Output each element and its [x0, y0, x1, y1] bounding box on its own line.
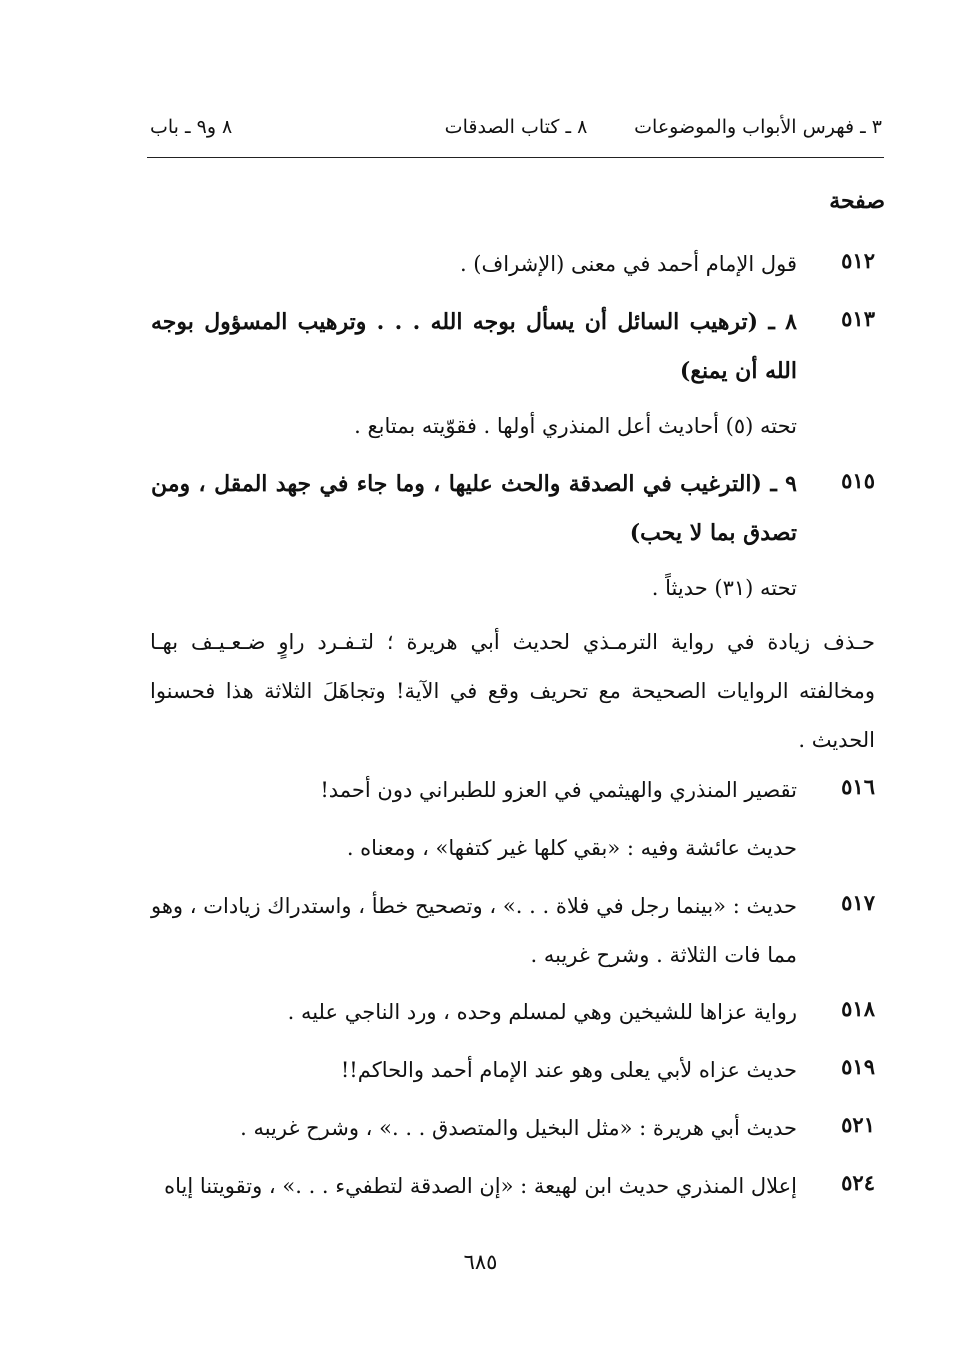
entry-page-number: ٥١٦ — [841, 774, 875, 799]
entry-text: تقصير المنذري والهيثمي في العزو للطبراني دون أحمد! — [320, 778, 797, 802]
index-entry — [151, 460, 875, 558]
entry-text: حديث عزاه لأبي يعلى وهو عند الإمام أحمد والحاكم!! — [340, 1058, 797, 1082]
entry-page-number: ٥١٢ — [841, 248, 875, 273]
entry-page-number: ٥٢٤ — [841, 1170, 875, 1195]
entry-page-number: ٥١٧ — [841, 890, 875, 915]
page-column-label: صفحة — [829, 188, 885, 214]
entry-page-number: ٥١٣ — [841, 306, 875, 331]
entry-page-number: ٥١٥ — [841, 468, 875, 493]
chapter-heading: ٩ ـ (الترغيب في الصدقة والحث عليها ، وما جاء في جهد المقل ، ومن تصدق بما لا يحب) — [151, 471, 797, 546]
running-header — [150, 116, 882, 150]
entry-text: قول الإمام أحمد في معنى (الإشراف) . — [459, 252, 797, 276]
chapter-heading: ٨ ـ (ترهيب السائل أن يسأل بوجه الله . . . وترهيب المسؤول بوجه الله أن يمنع) — [151, 309, 797, 384]
entry-text: رواية عزاها للشيخين وهي لمسلم وحده ، ورد الناجي عليه . — [287, 1000, 797, 1024]
index-entry — [151, 882, 875, 980]
entry-note: تحته (٥) أحاديث أعل المنذري أولها . فقوّيته بمتابع . — [354, 414, 797, 438]
header-book-title: ٨ ـ كتاب الصدقات — [444, 116, 588, 138]
entry-page-number: ٥١٩ — [841, 1054, 875, 1079]
entry-page-number: ٥١٨ — [841, 996, 875, 1021]
page-number: ٦٨٥ — [463, 1250, 498, 1274]
entry-note: تحته (٣١) حديثاً . — [651, 576, 797, 600]
index-entry — [151, 240, 875, 289]
index-entry — [151, 988, 875, 1037]
header-section-title: ٣ ـ فهرس الأبواب والموضوعات — [634, 116, 882, 138]
entry-text: حديث أبي هريرة : «مثل البخيل والمتصدق . . .» ، وشرح غريبه . — [240, 1116, 797, 1140]
header-chapter-range: ٨ و٩ ـ باب — [150, 116, 233, 138]
index-entry — [151, 1046, 875, 1095]
entry-text: إعلال المنذري حديث ابن لهيعة : «إن الصدقة لتطفيء . . .» ، وتقويتنا إياه — [164, 1174, 797, 1198]
index-entry — [151, 766, 875, 815]
index-entry — [151, 1104, 875, 1153]
entry-note: حديث عائشة وفيه : «بقي كلها غير كتفها» ، ومعناه . — [346, 836, 797, 860]
commentary-paragraph: حـذف زيادة في رواية الترمـذي لحديث أبي هريرة ؛ لتـفـرد راوٍ ضـعـيـف بهـا ومخالفته الروايات الصحيحة مع تحريف وقع في الآية! وتجاهَلَ الثلاثة هذا فحسنوا الحديث . — [150, 630, 875, 752]
index-entry — [151, 298, 875, 396]
index-entry — [151, 1162, 875, 1211]
entry-page-number: ٥٢١ — [841, 1112, 875, 1137]
entry-text: حديث : «بينما رجل في فلاة . . .» ، وتصحيح خطأ ، واستدراك زيادات ، وهو مما فات الثلاثة . وشرح غريبه . — [151, 894, 797, 967]
header-rule — [147, 157, 884, 158]
